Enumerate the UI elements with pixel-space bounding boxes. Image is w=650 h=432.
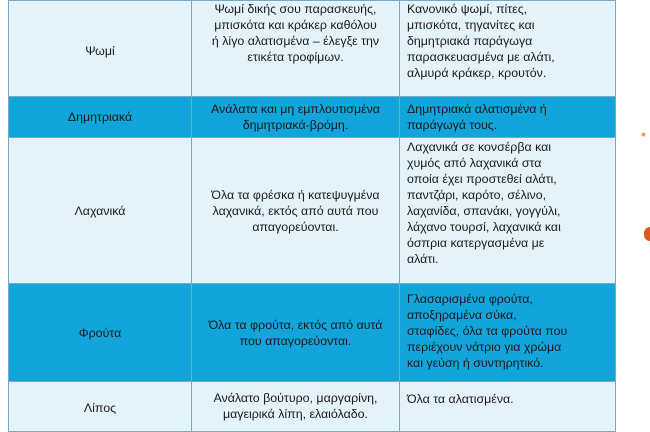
table-row-cereals: [9, 97, 616, 138]
category-cell: Δημητριακά: [9, 97, 192, 138]
category-cell: Ψωμί: [9, 1, 192, 97]
allowed-cell: Ανάλατο βούτυρο, μαργαρίνη, μαγειρικά λίπη, ελαιόλαδο.: [192, 382, 400, 432]
allowed-cell: Όλα τα φρέσκα ή κατεψυγμένα λαχανικά, εκτός από αυτά που απαγορεύονται.: [192, 138, 400, 284]
margin-dot-icon: •: [641, 126, 646, 142]
category-cell: Λαχανικά: [9, 138, 192, 284]
table-row-fats: [9, 382, 616, 432]
avoid-cell: Γλασαρισμένα φρούτα, αποξηραμένα σύκα, σταφίδες, όλα τα φρούτα που περιέχουν νάτριο για χρώμα και γεύση ή συντηρητικό.: [400, 284, 616, 382]
avoid-cell: Όλα τα αλατισμένα.: [400, 382, 616, 432]
category-cell: Φρούτα: [9, 284, 192, 382]
avoid-cell: Κανονικό ψωμί, πίτες, μπισκότα, τηγανίτες και δημητριακά παράγωγα παρασκευασμένα με αλάτι, αλμυρά κράκερ, κρουτόν.: [400, 1, 616, 97]
allowed-cell: Ψωμί δικής σου παρασκευής, μπισκότα και κράκερ καθόλου ή λίγο αλατισμένα – έλεγξε την ετικέτα τροφίμων.: [192, 1, 400, 97]
food-guide-table-container: [8, 0, 615, 432]
allowed-cell: Όλα τα φρούτα, εκτός από αυτά που απαγορεύονται.: [192, 284, 400, 382]
allowed-cell: Ανάλατα και μη εμπλουτισμένα δημητριακά-βρόμη.: [192, 97, 400, 138]
food-guide-table: [8, 0, 616, 432]
table-row-bread: [9, 1, 616, 97]
table-row-vegetables: [9, 138, 616, 284]
avoid-cell: Δημητριακά αλατισμένα ή παράγωγά τους.: [400, 97, 616, 138]
table-row-fruits: [9, 284, 616, 382]
margin-half-circle-icon: [644, 227, 650, 241]
category-cell: Λίπος: [9, 382, 192, 432]
avoid-cell: Λαχανικά σε κονσέρβα και χυμός από λαχανικά στα οποία έχει προστεθεί αλάτι, παντζάρι, καρότο, σέλινο, λαχανίδα, σπανάκι, γογγύλι, λάχανο τουρσί, λαχανικά και όσπρια κατεργασμένα με αλάτι.: [400, 138, 616, 284]
